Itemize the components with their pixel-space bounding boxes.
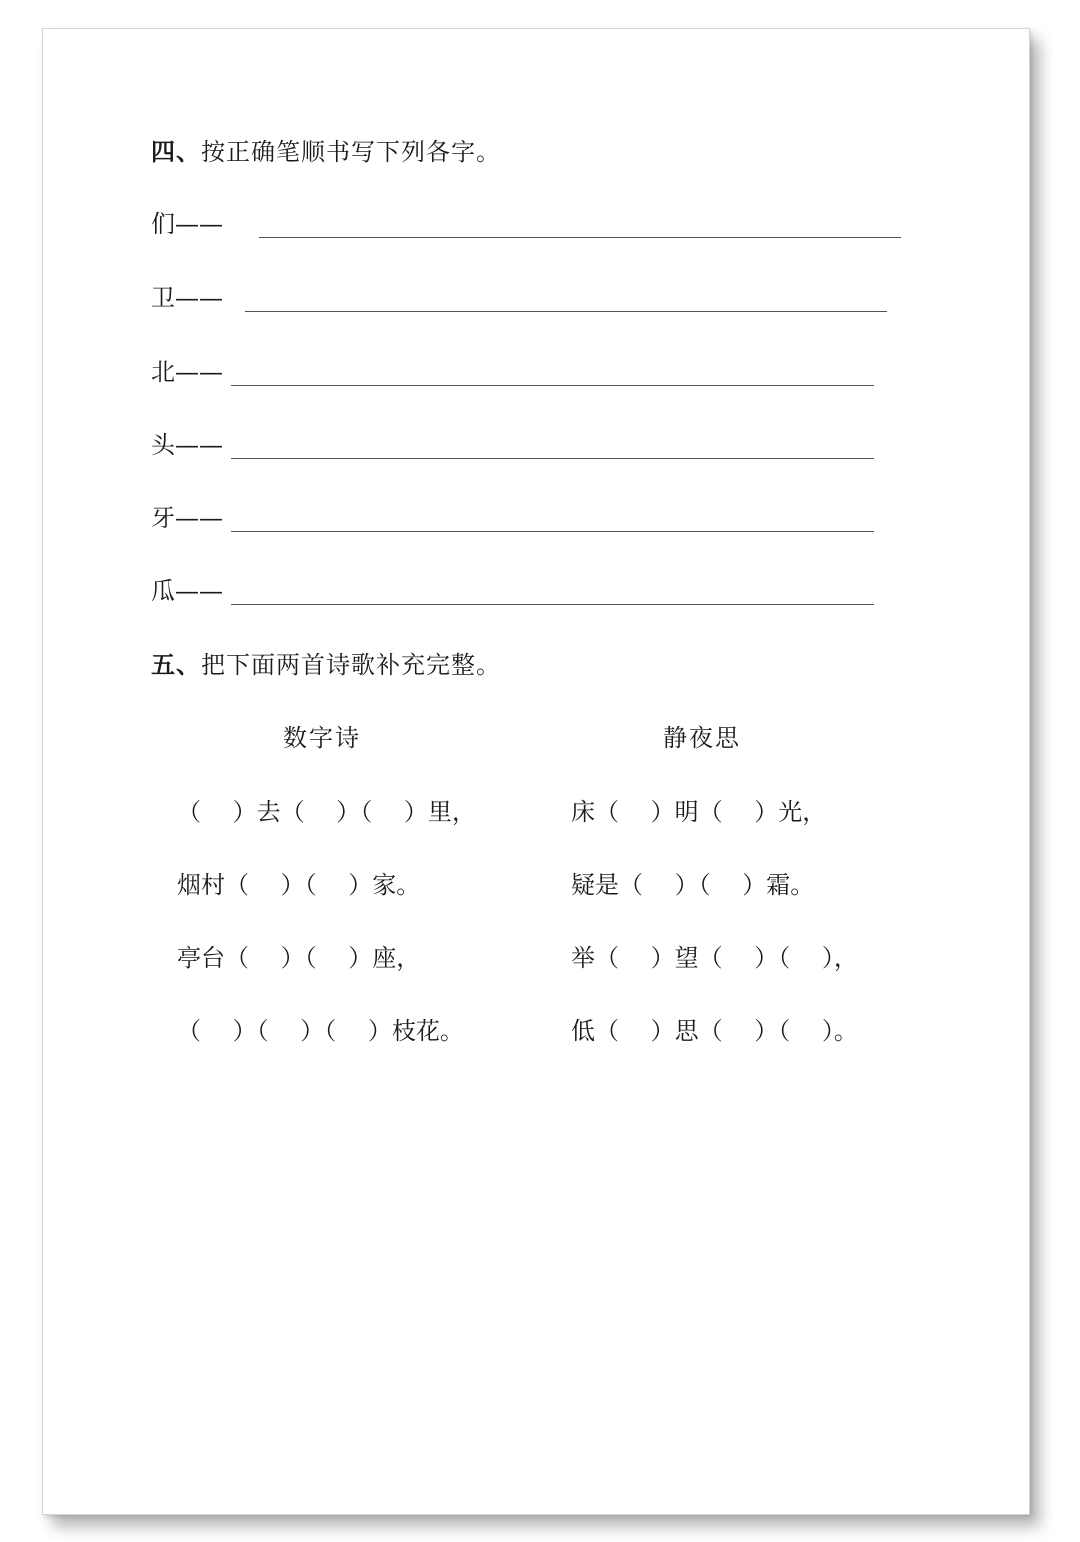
stroke-row-label [151, 357, 223, 387]
stroke-char: 瓜 [151, 577, 175, 605]
worksheet-page [42, 28, 1030, 1515]
stroke-writing-line[interactable] [245, 311, 887, 312]
stroke-writing-line[interactable] [231, 458, 874, 459]
stroke-char: 头 [151, 431, 175, 459]
poem-1-line-1[interactable]: （ ）去（ ）（ ）里， [177, 798, 476, 826]
stroke-dash: —— [175, 577, 223, 605]
stroke-dash: —— [175, 358, 223, 386]
stroke-row-label [151, 503, 223, 533]
stroke-dash: —— [175, 431, 223, 459]
stroke-dash: —— [175, 504, 223, 532]
stroke-char: 们 [151, 210, 175, 238]
stroke-row-0 [151, 209, 911, 241]
poem-2-line-3[interactable]: 举（ ）望（ ）（ ）， [571, 944, 858, 972]
section-5-instruction: 把下面两首诗歌补充完整。 [201, 651, 501, 679]
stroke-char: 北 [151, 358, 175, 386]
stroke-row-5 [151, 576, 911, 608]
stroke-writing-line[interactable] [231, 531, 874, 532]
stroke-row-label [151, 283, 223, 313]
stroke-row-label [151, 209, 223, 239]
section-5-number: 五、 [151, 650, 201, 679]
section-5-heading [151, 650, 501, 680]
stroke-dash: —— [175, 210, 223, 238]
section-4-number: 四、 [151, 137, 201, 166]
poem-title-jingyesi: 静夜思 [663, 724, 741, 752]
stroke-writing-line[interactable] [231, 385, 874, 386]
section-4-heading [151, 137, 501, 167]
section-4-instruction: 按正确笔顺书写下列各字。 [201, 138, 501, 166]
poem-1-line-4[interactable]: （ ）（ ）（ ）枝花。 [177, 1017, 464, 1045]
poem-title-shuzishi: 数字诗 [283, 724, 361, 752]
poem-2-line-2[interactable]: 疑是（ ）（ ）霜。 [571, 871, 815, 899]
stroke-row-label [151, 576, 223, 606]
stroke-writing-line[interactable] [231, 604, 874, 605]
poem-1-line-3[interactable]: 亭台（ ）（ ）座， [177, 944, 421, 972]
stroke-row-label [151, 430, 223, 460]
stroke-char: 卫 [151, 284, 175, 312]
poem-1-line-2[interactable]: 烟村（ ）（ ）家。 [177, 871, 421, 899]
stroke-row-1 [151, 283, 911, 315]
poem-2-line-1[interactable]: 床（ ）明（ ）光， [571, 798, 827, 826]
stroke-dash: —— [175, 284, 223, 312]
stroke-writing-line[interactable] [259, 237, 901, 238]
stroke-char: 牙 [151, 504, 175, 532]
stroke-row-2 [151, 357, 911, 389]
poem-2-line-4[interactable]: 低（ ）思（ ）（ ）。 [571, 1017, 858, 1045]
stroke-row-4 [151, 503, 911, 535]
stroke-row-3 [151, 430, 911, 462]
